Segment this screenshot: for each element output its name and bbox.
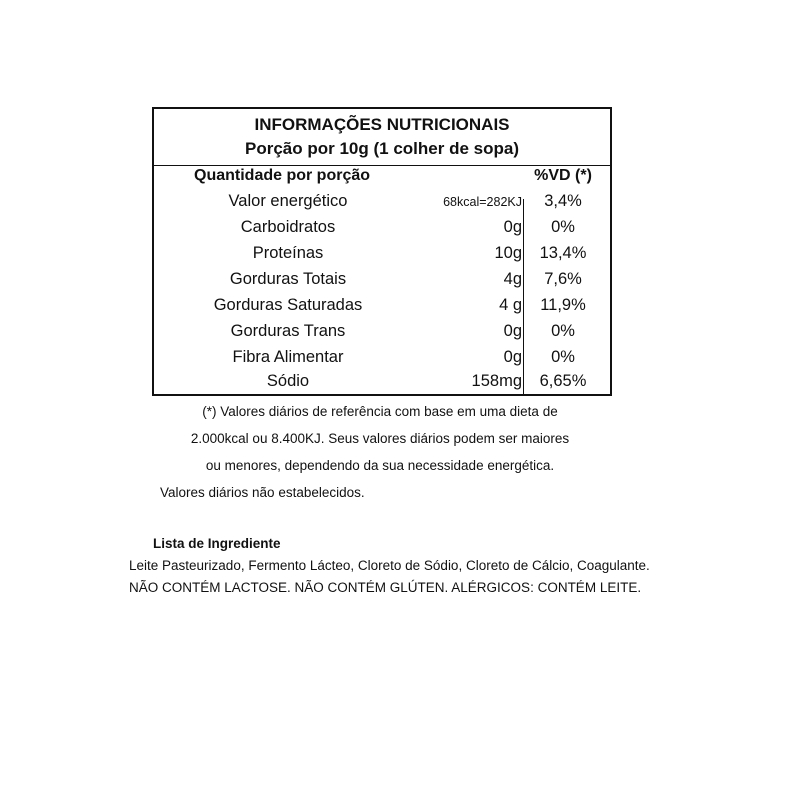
table-row (154, 192, 610, 218)
nutrient-name: Sódio (266, 372, 310, 390)
vd-header: %VD (*) (534, 167, 592, 184)
nutrient-vd: 6,65% (539, 372, 587, 390)
footnote-line: Valores diários não estabelecidos. (160, 485, 365, 500)
nutrient-name: Valor energético (228, 192, 348, 210)
nutrient-name: Carboidratos (240, 218, 336, 236)
nutrient-quantity: 10g (494, 244, 522, 262)
table-row (154, 244, 610, 270)
nutrient-name: Fibra Alimentar (232, 348, 344, 366)
table-row (154, 218, 610, 244)
nutrient-name: Proteínas (252, 244, 324, 262)
portion-size: Porção por 10g (1 colher de sopa) (245, 139, 519, 158)
nutrient-name: Gorduras Trans (230, 322, 346, 340)
table-row (154, 322, 610, 348)
nutrient-name: Gorduras Saturadas (213, 296, 363, 314)
ingredients-list: Leite Pasteurizado, Fermento Lácteo, Cloreto de Sódio, Cloreto de Cálcio, Coagulante. (129, 558, 650, 573)
allergen-statement: NÃO CONTÉM LACTOSE. NÃO CONTÉM GLÚTEN. ALÉRGICOS: CONTÉM LEITE. (129, 580, 642, 595)
nutrient-vd: 3,4% (544, 192, 582, 210)
table-row (154, 270, 610, 296)
nutrient-quantity: 0g (503, 322, 522, 340)
nutrient-quantity: 0g (503, 218, 522, 236)
nutrient-quantity: 68kcal=282KJ (443, 195, 522, 209)
quantity-header: Quantidade por porção (194, 167, 371, 184)
footnote-line: ou menores, dependendo da sua necessidade energética. (205, 458, 555, 473)
table-row (154, 348, 610, 374)
nutrient-quantity: 158mg (471, 372, 522, 390)
ingredients-text (129, 555, 650, 599)
table-title: INFORMAÇÕES NUTRICIONAIS (254, 115, 510, 134)
nutrient-quantity: 4g (503, 270, 522, 288)
nutrient-name: Gorduras Totais (229, 270, 347, 288)
nutrient-vd: 11,9% (540, 296, 586, 314)
nutrient-vd: 0% (551, 348, 575, 366)
nutrient-vd: 7,6% (544, 270, 582, 288)
table-row (154, 296, 610, 322)
header-divider (154, 165, 610, 166)
nutrition-facts-table (152, 107, 612, 396)
table-row (154, 372, 610, 398)
ingredients-title: Lista de Ingrediente (153, 536, 281, 551)
footnote-line: (*) Valores diários de referência com base em uma dieta de (202, 404, 558, 419)
nutrient-quantity: 0g (503, 348, 522, 366)
nutrient-quantity: 4 g (499, 296, 522, 314)
nutrient-vd: 13,4% (539, 244, 587, 262)
footnote-line: 2.000kcal ou 8.400KJ. Seus valores diários podem ser maiores (190, 431, 570, 446)
nutrient-vd: 0% (551, 218, 575, 236)
nutrient-vd: 0% (551, 322, 575, 340)
